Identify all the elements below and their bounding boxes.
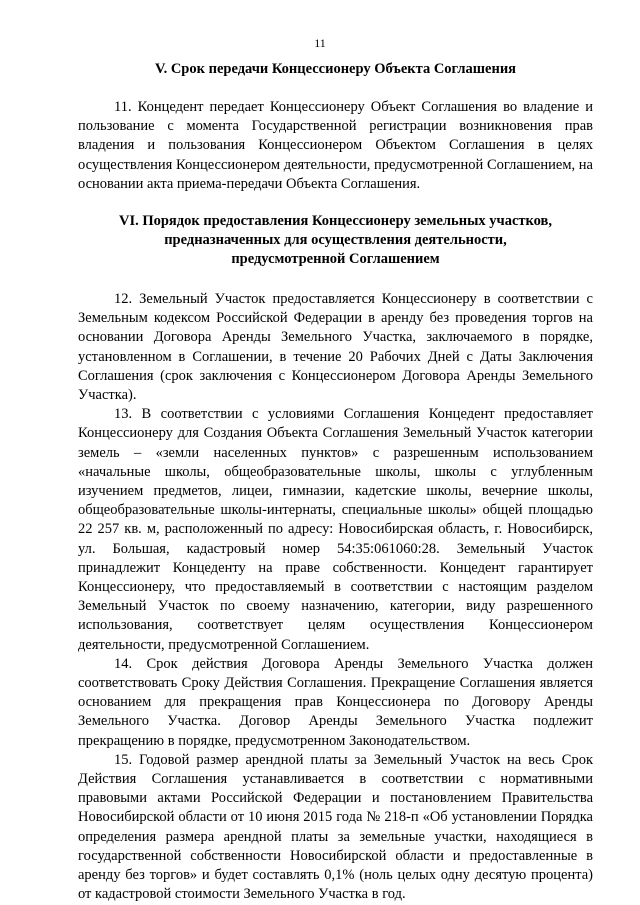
paragraph-12: 12. Земельный Участок предоставляется Концессионеру в соответствии с Земельным кодексом Российской Федерации в аренду без проведения торгов на основании Договора Аренды Земельного Участка, заключаемого в порядке, установленном в Соглашении, в течение 20 Рабочих Дней с Даты Заключения Соглашения (срок заключения с Концессионером Договора Аренды Земельного Участка). — [78, 291, 593, 404]
section-6-heading-line-2: предназначенных для осуществления деятельности, — [164, 232, 507, 248]
paragraph-14: 14. Срок действия Договора Аренды Земельного Участка должен соответствовать Сроку Действия Соглашения. Прекращение Соглашения является основанием для прекращения прав Концессионера по Договору Аренды Земельного Участка. Договор Аренды Земельного Участка подлежит прекращению в порядке, предусмотренном Законодательством. — [78, 655, 593, 749]
page-number: 11 — [314, 36, 326, 50]
paragraph-15: 15. Годовой размер арендной платы за Земельный Участок на весь Срок Действия Соглашения устанавливается в соответствии с нормативными правовыми актами Российской Федерации и постановлением Правительства Новосибирской области от 10 июня 2015 года № 218-п «Об установлении Порядка определения размера арендной платы за земельные участки, находящиеся в государственной собственности Новосибирской области и предоставленные в аренду без торгов» и будет составлять 0,1% (ноль целых одну десятую процента) от кадастровой стоимости Земельного Участка в год. — [78, 751, 593, 903]
section-6-heading-line-1: VI. Порядок предоставления Концессионеру земельных участков, — [118, 213, 553, 229]
section-6-heading-line-3: предусмотренной Соглашением — [231, 251, 440, 267]
section-5-body — [78, 98, 593, 194]
section-6-heading — [78, 212, 593, 269]
section-5-heading: V. Срок передачи Концессионеру Объекта Соглашения — [154, 61, 517, 77]
paragraph-13: 13. В соответствии с условиями Соглашения Концедент предоставляет Концессионеру для Создания Объекта Соглашения Земельный Участок категории земель – «земли населенных пунктов» с разрешенным использованием «начальные школы, общеобразовательные школы, школы с углубленным изучением предметов, лицеи, гимназии, кадетские школы, вечерние школы, общеобразовательные школы-интернаты, специальные школы» общей площадью 22 257 кв. м, расположенный по адресу: Новосибирская область, г. Новосибирск, ул. Большая, кадастровый номер 54:35:061060:28. Земельный Участок принадлежит Концеденту на праве собственности. Концедент гарантирует Концессионеру, что предоставляемый в соответствии с настоящим разделом Земельный Участок по своему назначению, категории, виду разрешенного использования, соответствует целям осуществления Концессионером деятельности, предусмотренной Соглашением. — [78, 406, 593, 653]
paragraph-11: 11. Концедент передает Концессионеру Объект Соглашения во владение и пользование с момента Государственной регистрации возникновения прав владения и пользования Концессионером Объектом Соглашения в целях осуществления Концессионером деятельности, предусмотренной Соглашением, на основании акта приема-передачи Объекта Соглашения. — [78, 99, 593, 192]
section-6-body — [78, 290, 593, 905]
